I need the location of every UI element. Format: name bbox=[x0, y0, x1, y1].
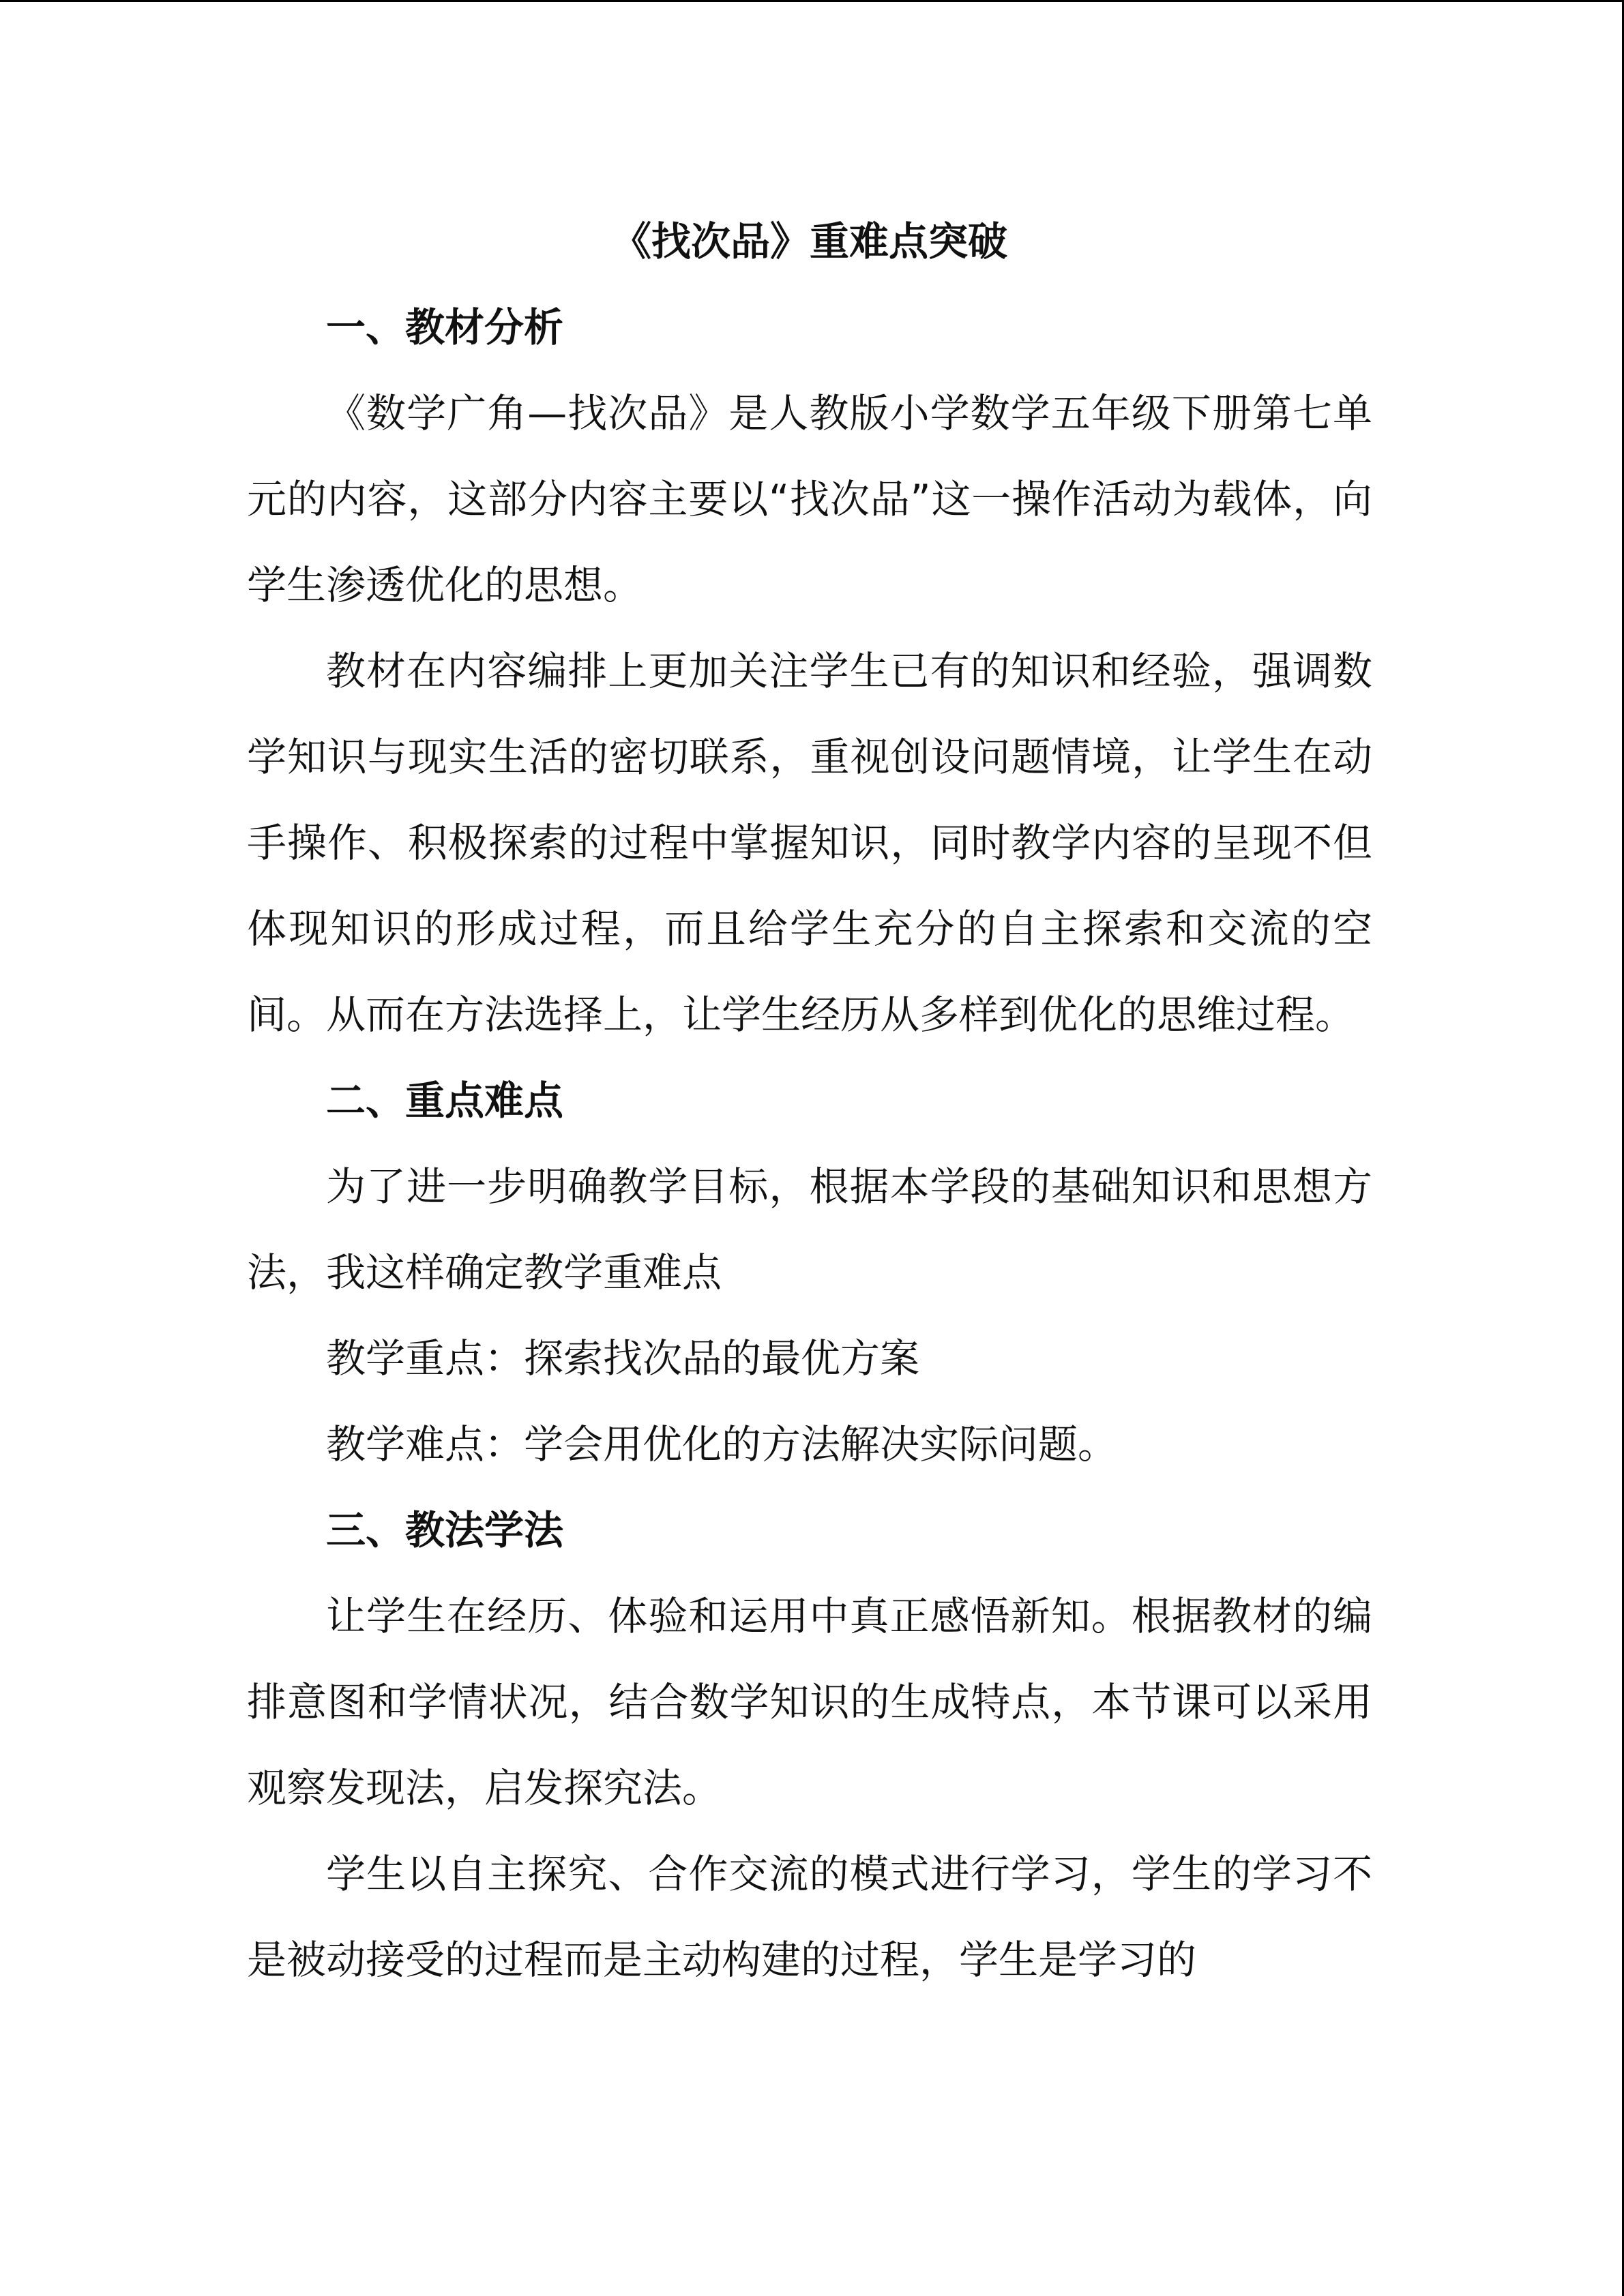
paragraph: 教材在内容编排上更加关注学生已有的知识和经验，强调数学知识与现实生活的密切联系，重视创设问题情境，让学生在动手操作、积极探索的过程中掌握知识，同时教学内容的呈现不但体现知识的形成过程，而且给学生充分的自主探索和交流的空间。从而在方法选择上，让学生经历从多样到优化的思维过程。 bbox=[247, 648, 1372, 1038]
section-heading-textbook-analysis: 一、教材分析 bbox=[326, 304, 564, 351]
teaching-key-point: 教学重点：探索找次品的最优方案 bbox=[326, 1335, 920, 1382]
section-heading-teaching-methods: 三、教法学法 bbox=[326, 1507, 564, 1553]
paragraph: 学生以自主探究、合作交流的模式进行学习，学生的学习不是被动接受的过程而是主动构建的过程，学生是学习的 bbox=[247, 1851, 1372, 1983]
paragraph: 为了进一步明确教学目标，根据本学段的基础知识和思想方法，我这样确定教学重难点 bbox=[247, 1163, 1372, 1296]
section-heading-key-difficult-points: 二、重点难点 bbox=[326, 1077, 564, 1124]
teaching-difficulty: 教学难点：学会用优化的方法解决实际问题。 bbox=[326, 1421, 1118, 1467]
paragraph: 让学生在经历、体验和运用中真正感悟新知。根据教材的编排意图和学情状况，结合数学知识的生成特点，本节课可以采用观察发现法，启发探究法。 bbox=[247, 1593, 1372, 1811]
document-body bbox=[247, 198, 1372, 2003]
paragraph: 《数学广角—找次品》是人教版小学数学五年级下册第七单元的内容，这部分内容主要以“找次品”这一操作活动为载体，向学生渗透优化的思想。 bbox=[247, 390, 1372, 608]
document-title: 《找次品》重难点突破 bbox=[611, 218, 1007, 265]
